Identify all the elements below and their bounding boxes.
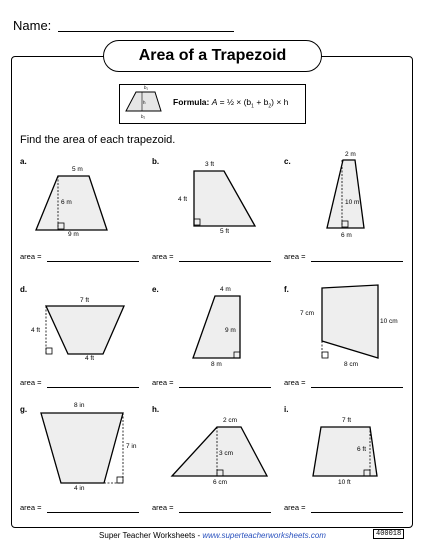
answer-line-g[interactable] (47, 512, 139, 513)
formula-lhs: A = (211, 97, 225, 107)
f-left-dim: 7 cm (300, 310, 315, 317)
formula-text: Formula: A = ½ × $(b_1 + b_2) \times h$ (173, 97, 289, 110)
answer-line-f[interactable] (311, 387, 403, 388)
trapezoid-i (313, 427, 377, 476)
formula-rest: × (b (236, 97, 252, 107)
area-label: area = (284, 252, 306, 261)
problem-g-label: g. (20, 405, 28, 414)
area-label: area = (20, 378, 42, 387)
e-top-dim: 4 m (220, 286, 231, 293)
footer-brand: Super Teacher Worksheets (99, 531, 196, 540)
trapezoid-c (327, 160, 364, 228)
c-bottom-dim: 6 m (341, 232, 352, 239)
footer-url[interactable]: www.superteacherworksheets.com (202, 531, 326, 540)
answer-line-e[interactable] (179, 387, 271, 388)
b-height-dim: 4 ft (178, 196, 188, 203)
answer-line-c[interactable] (311, 261, 403, 262)
e-bottom-dim: 8 m (211, 361, 222, 368)
instructions: Find the area of each trapezoid. (20, 134, 176, 146)
area-label: area = (152, 378, 174, 387)
h-top-dim: 2 cm (223, 417, 238, 424)
a-top-dim: 5 m (72, 166, 83, 173)
g-bottom-dim: 4 in (74, 485, 85, 492)
problem-d-label: d. (20, 285, 28, 294)
formula-half: ½ (226, 97, 234, 107)
problem-c-label: c. (284, 157, 291, 166)
d-top-dim: 7 ft (80, 297, 90, 304)
problem-f-label: f. (284, 285, 289, 294)
problem-h-label: h. (152, 405, 160, 414)
formula-diagram-h: h (143, 100, 146, 105)
g-top-dim: 8 in (74, 402, 85, 409)
problem-i-label: i. (284, 405, 289, 414)
trapezoid-d (46, 306, 124, 354)
b-top-dim: 3 ft (205, 161, 215, 168)
i-height-dim: 6 ft (357, 446, 367, 453)
c-top-dim: 2 m (345, 151, 356, 158)
trapezoid-f (322, 285, 378, 358)
problem-b-label: b. (152, 157, 160, 166)
footer: Super Teacher Worksheets - www.superteacherworksheets.com (99, 531, 326, 540)
h-height-dim: 3 cm (219, 450, 234, 457)
e-height-dim: 9 m (225, 327, 236, 334)
problem-a-label: a. (20, 157, 27, 166)
formula-diagram-b1: b₁ (144, 85, 149, 90)
worksheet-code: 400018 (373, 529, 404, 539)
f-right-dim: 10 cm (380, 318, 398, 325)
area-label: area = (152, 252, 174, 261)
i-bottom-dim: 10 ft (338, 479, 351, 486)
a-height-dim: 6 m (61, 199, 72, 206)
area-label: area = (152, 503, 174, 512)
i-top-dim: 7 ft (342, 417, 352, 424)
c-height-dim: 10 m (345, 199, 360, 206)
h-bottom-dim: 6 cm (213, 479, 228, 486)
page-title: Area of a Trapezoid (103, 40, 322, 72)
area-label: area = (284, 378, 306, 387)
problem-e-label: e. (152, 285, 159, 294)
formula-label: Formula: (173, 97, 210, 107)
name-label: Name: (13, 18, 52, 33)
answer-line-a[interactable] (47, 261, 139, 262)
answer-line-b[interactable] (179, 261, 271, 262)
d-bottom-dim: 4 ft (85, 355, 95, 362)
answer-line-h[interactable] (179, 512, 271, 513)
formula-diagram-b2: b₂ (141, 114, 146, 119)
d-height-dim: 4 ft (31, 327, 41, 334)
area-label: area = (20, 503, 42, 512)
answer-line-d[interactable] (47, 387, 139, 388)
area-label: area = (20, 252, 42, 261)
trapezoid-g (41, 413, 123, 483)
answer-line-i[interactable] (311, 512, 403, 513)
f-bottom-dim: 8 cm (344, 361, 359, 368)
a-bottom-dim: 9 m (68, 231, 79, 238)
trapezoid-b (194, 171, 255, 226)
b-bottom-dim: 5 ft (220, 228, 230, 235)
g-height-dim: 7 in (126, 443, 137, 450)
area-label: area = (284, 503, 306, 512)
